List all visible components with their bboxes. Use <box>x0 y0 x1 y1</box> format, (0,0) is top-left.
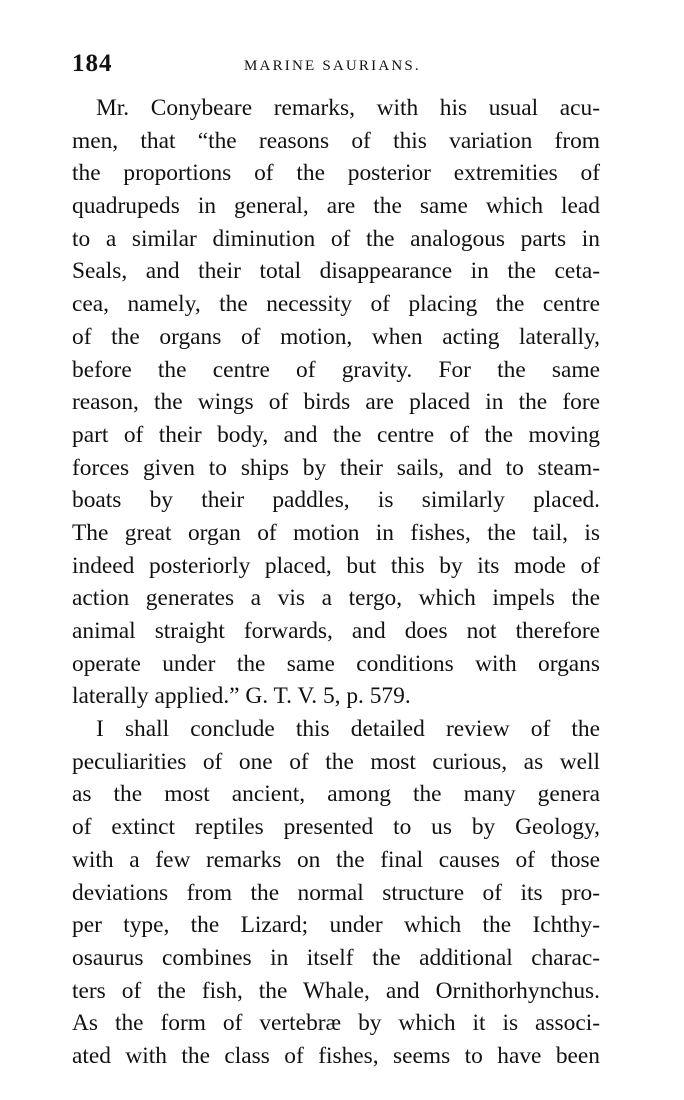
text-line: reason, the wings of birds are placed in the fore <box>72 389 600 416</box>
text-line: per type, the Lizard; under which the Ichthy- <box>72 912 600 939</box>
text-line: operate under the same conditions with organs <box>72 650 600 677</box>
text-line: I shall conclude this detailed review of the <box>96 716 600 743</box>
text-line: to a similar diminution of the analogous parts in <box>72 225 600 252</box>
text-line: of the organs of motion, when acting laterally, <box>72 323 600 350</box>
text-line: forces given to ships by their sails, and to steam- <box>72 454 600 481</box>
text-line: as the most ancient, among the many genera <box>72 781 600 808</box>
text-line: boats by their paddles, is similarly placed. <box>72 487 600 514</box>
text-line: The great organ of motion in fishes, the tail, is <box>72 519 600 546</box>
text-line: cea, namely, the necessity of placing the centre <box>72 291 600 318</box>
body-text <box>72 92 600 1073</box>
text-line: peculiarities of one of the most curious, as well <box>72 748 600 775</box>
text-line: animal straight forwards, and does not therefore <box>72 618 600 644</box>
text-line: laterally applied.” G. T. V. 5, p. 579. <box>72 683 411 710</box>
text-line: ters of the fish, the Whale, and Ornithorhynchus. <box>72 977 600 1004</box>
text-line: with a few remarks on the final causes of those <box>72 846 600 873</box>
text-line: Seals, and their total disappearance in the ceta- <box>72 258 600 285</box>
paragraph-2 <box>72 713 600 1073</box>
text-line: part of their body, and the centre of the moving <box>72 421 600 448</box>
text-line: indeed posteriorly placed, but this by its mode of <box>72 552 600 579</box>
text-line: quadrupeds in general, are the same which lead <box>72 193 600 220</box>
running-title: MARINE SAURIANS. <box>244 58 421 74</box>
text-line: osaurus combines in itself the additional charac- <box>72 944 600 971</box>
text-line: As the form of vertebræ by which it is associ- <box>72 1010 600 1037</box>
text-line: before the centre of gravity. For the same <box>72 356 600 383</box>
text-line: Mr. Conybeare remarks, with his usual acu- <box>96 95 600 121</box>
page-header <box>72 44 602 84</box>
text-line: men, that “the reasons of this variation from <box>72 127 600 154</box>
text-line: of extinct reptiles presented to us by Geology, <box>72 814 600 841</box>
text-line: action generates a vis a tergo, which impels the <box>72 585 600 612</box>
text-line: deviations from the normal structure of its pro- <box>72 879 600 906</box>
text-line: ated with the class of fishes, seems to have been <box>72 1042 600 1069</box>
paragraph-1 <box>72 92 600 713</box>
page-number: 184 <box>72 50 113 77</box>
text-line: the proportions of the posterior extremities of <box>72 160 600 187</box>
